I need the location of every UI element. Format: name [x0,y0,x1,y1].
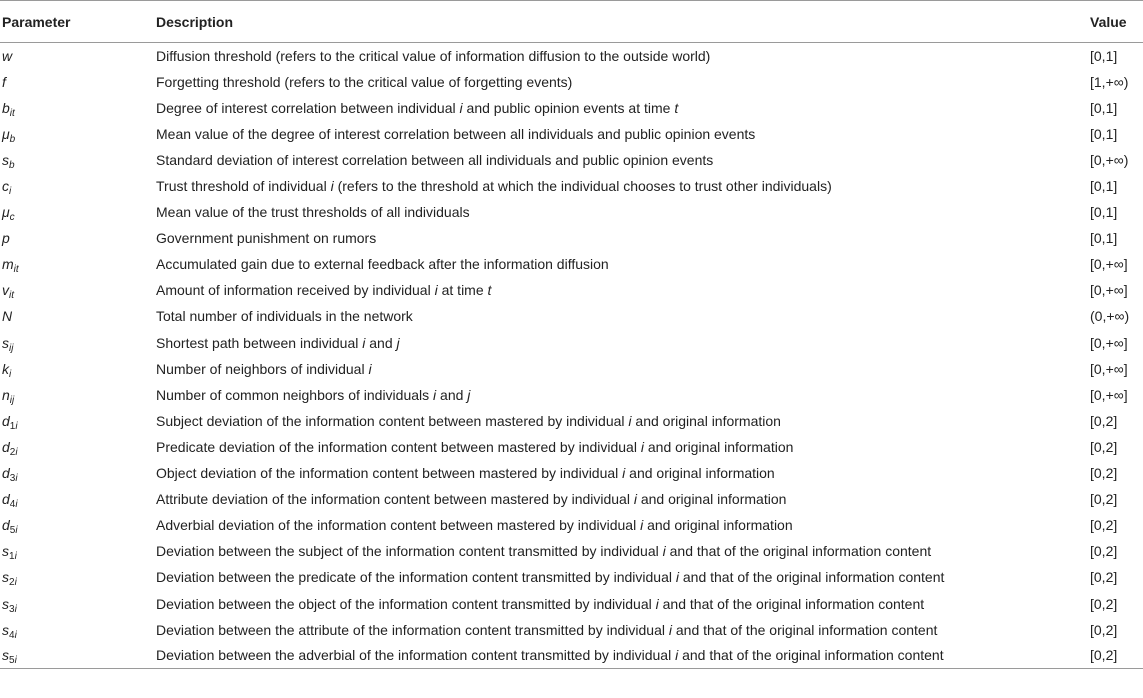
table-row [0,617,1143,643]
value-cell: [0,2] [1090,569,1118,586]
parameter-symbol-subscript [9,630,17,641]
parameter-symbol-subscript [10,447,18,458]
description-variable: i [633,491,637,508]
value-cell: [0,+∞] [1090,282,1128,299]
description-variable: i [662,543,666,560]
description-text: Number of common neighbors of individuals [156,386,434,403]
parameter-symbol [2,125,16,145]
description-text: and that of the original information content [678,647,944,664]
table-row [0,303,1143,329]
parameter-symbol-base: s [2,569,9,586]
parameter-cell [0,460,155,486]
parameter-symbol [2,282,14,302]
description-variable: i [434,282,438,299]
description-cell [155,95,1089,121]
description-cell [155,43,1089,69]
description-text: Accumulated gain due to external feedback after the information diffusion [156,256,609,273]
parameter-cell [0,330,155,356]
subscript-number: 3 [9,473,16,485]
parameter-symbol-base: d [2,491,10,508]
description-cell [155,225,1089,251]
description-cell [155,643,1089,669]
parameter-symbol [2,569,17,589]
parameter-symbol [2,412,18,432]
description-text: Number of neighbors of individual [156,360,369,377]
parameter-symbol [2,360,12,380]
description-text: and public opinion events at time [462,99,675,116]
description-text: Amount of information received by individual [156,282,435,299]
subscript-letters: i [14,603,17,615]
subscript-letters: i [14,629,17,641]
parameter-cell [0,590,155,616]
description-text: and original information [625,465,775,482]
parameter-symbol-base: d [2,412,10,429]
description-cell [155,486,1089,512]
subscript-letters: b [9,133,16,145]
parameter-symbol-base: d [2,438,10,455]
description-text: Deviation between the object of the information content transmitted by individual [156,595,656,612]
description-text: and that of the original information content [671,621,938,638]
subscript-letters: it [13,264,19,276]
description-variable: i [655,595,659,612]
parameter-symbol-subscript [14,264,19,275]
description-text: and original information [631,412,781,429]
description-text: Forgetting threshold (refers to the critical value of forgetting events) [156,73,573,90]
parameter-cell [0,486,155,512]
description-text: Adverbial deviation of the information content between mastered by individual [156,517,641,534]
parameter-symbol-subscript [9,160,15,171]
parameter-symbol-subscript [9,290,14,301]
value-cell: [0,2] [1090,438,1118,455]
parameter-symbol-base: μ [2,204,10,221]
description-text: Attribute deviation of the information content between mastered by individual [156,491,634,508]
value-cell: [0,+∞] [1090,256,1128,273]
subscript-letters: i [14,551,17,563]
table-row [0,382,1143,408]
subscript-letters: i [15,525,18,537]
description-text: and that of the original information content [658,595,925,612]
table-row [0,590,1143,616]
description-variable: i [433,386,437,403]
subscript-letters: it [9,290,14,302]
description-variable: i [622,465,626,482]
header-row [0,1,1143,43]
description-variable: i [368,360,372,377]
parameter-symbol-subscript [9,577,17,588]
description-cell [155,408,1089,434]
parameter-cell [0,173,155,199]
parameter-cell [0,643,155,669]
parameter-symbol [2,386,15,406]
parameter-symbol [2,334,14,354]
description-text: Shortest path between individual [156,334,363,351]
parameter-cell [0,408,155,434]
value-cell: [0,+∞] [1090,386,1128,403]
description-text: (refers to the threshold at which the individual chooses to trust other individuals) [333,178,832,195]
description-text: Diffusion threshold (refers to the critical value of information diffusion to the outside world) [156,47,711,64]
value-cell: [0,2] [1090,621,1118,638]
value-cell: [0,1] [1090,47,1118,64]
parameter-symbol-base: s [2,595,9,612]
parameter-cell [0,512,155,538]
parameter-cell [0,356,155,382]
description-cell [155,330,1089,356]
parameter-symbol-subscript [10,421,18,432]
value-cell: [0,2] [1090,595,1118,612]
parameter-symbol-base: b [2,99,10,116]
parameter-symbol-base: f [2,73,6,90]
value-cell: [0,+∞) [1090,151,1129,168]
description-text: Government punishment on rumors [156,230,377,247]
parameter-symbol-subscript [9,343,13,354]
description-text: Deviation between the predicate of the information content transmitted by individual [156,569,676,586]
parameter-symbol-base: k [2,360,9,377]
subscript-number: 4 [9,629,15,641]
description-text: and that of the original information content [678,569,945,586]
description-cell [155,460,1089,486]
parameter-symbol-subscript [10,134,16,145]
description-variable: i [330,178,334,195]
parameter-symbol-subscript [10,525,18,536]
description-variable: t [674,99,679,116]
parameter-symbol [2,621,17,641]
table-row [0,277,1143,303]
subscript-letters: ij [9,394,15,406]
subscript-letters: b [9,159,15,171]
description-text: Predicate deviation of the information content between mastered by individual [156,438,641,455]
description-cell [155,356,1089,382]
description-text: Trust threshold of individual [156,178,331,195]
value-cell: [0,2] [1090,543,1118,560]
parameter-cell [0,43,155,69]
parameter-cell [0,538,155,564]
value-cell: [0,2] [1090,491,1118,508]
description-text: Total number of individuals in the network [156,308,413,325]
parameter-symbol [2,204,15,224]
parameter-symbol-base: N [2,308,13,325]
table-row [0,538,1143,564]
value-cell: (0,+∞) [1090,308,1130,325]
description-cell [155,251,1089,277]
parameter-symbol-base: s [2,151,9,168]
subscript-number: 1 [9,551,15,563]
description-cell [155,147,1089,173]
description-variable: i [640,438,644,455]
parameter-symbol-base: c [2,178,9,195]
subscript-number: 3 [9,603,15,615]
table-row [0,460,1143,486]
parameter-symbol-subscript [10,395,14,406]
parameter-symbol-subscript [10,499,18,510]
parameter-symbol [2,465,18,485]
subscript-letters: i [14,655,17,667]
subscript-letters: i [14,577,17,589]
value-cell: [0,2] [1090,465,1118,482]
subscript-number: 2 [9,446,16,458]
value-cell: [0,2] [1090,517,1118,534]
parameter-symbol-base: s [2,334,9,351]
header-description: Description [155,1,1089,43]
table-row [0,121,1143,147]
table-row [0,199,1143,225]
parameter-symbol-subscript [10,473,18,484]
table-row [0,434,1143,460]
description-cell [155,434,1089,460]
parameter-symbol-base: n [2,386,10,403]
parameter-cell [0,277,155,303]
description-text: Standard deviation of interest correlation between all individuals and public opinion events [156,151,714,168]
subscript-letters: i [9,186,12,198]
parameter-symbol [2,256,19,276]
description-text: Deviation between the adverbial of the information content transmitted by individual [156,647,676,664]
parameter-cell [0,382,155,408]
description-text: and original information [636,491,787,508]
description-cell [155,382,1089,408]
subscript-number: 4 [9,499,16,511]
description-text: Mean value of the trust thresholds of all individuals [156,204,470,221]
description-cell [155,199,1089,225]
value-cell: [0,1] [1090,178,1118,195]
value-cell: [0,2] [1090,412,1118,429]
subscript-letters: i [15,446,18,458]
description-cell [155,303,1089,329]
parameter-symbol-base: s [2,621,9,638]
parameter-cell [0,225,155,251]
parameter-symbol-subscript [9,655,17,666]
parameter-symbol [2,99,15,119]
subscript-number: 1 [9,420,16,432]
parameter-symbol-base: μ [2,125,10,142]
parameter-symbol-base: w [2,47,13,64]
description-text: Object deviation of the information content between mastered by individual [156,465,623,482]
parameter-cell [0,303,155,329]
subscript-letters: i [9,368,12,380]
description-variable: i [668,621,672,638]
header-parameter: Parameter [0,1,155,43]
description-text: Degree of interest correlation between individual [156,99,460,116]
description-cell [155,564,1089,590]
description-cell [155,512,1089,538]
value-cell: [0,1] [1090,125,1118,142]
table-row [0,147,1143,173]
parameter-symbol [2,151,15,171]
parameter-cell [0,564,155,590]
description-variable: t [487,282,492,299]
value-cell: [1,+∞) [1090,73,1129,90]
value-cell: [0,1] [1090,204,1118,221]
table-row [0,225,1143,251]
description-cell [155,617,1089,643]
description-text: Deviation between the subject of the information content transmitted by individual [156,543,663,560]
parameter-cell [0,434,155,460]
parameter-symbol-base: s [2,543,9,560]
parameter-cell [0,121,155,147]
subscript-letters: i [15,473,18,485]
description-cell [155,277,1089,303]
parameter-symbol-subscript [10,212,15,223]
description-variable: j [467,386,471,403]
value-cell: [0,2] [1089,643,1143,669]
parameter-symbol [2,595,17,615]
parameter-symbol-subscript [9,604,17,615]
description-variable: i [675,569,679,586]
parameter-symbol-base: p [2,230,10,247]
table-row [0,356,1143,382]
description-text: and [365,334,397,351]
description-text: Mean value of the degree of interest correlation between all individuals and public opinion events [156,125,756,142]
description-text: Subject deviation of the information content between mastered by individual [156,412,629,429]
description-variable: i [675,647,679,664]
parameter-cell [0,199,155,225]
parameter-symbol [2,230,10,246]
parameter-symbol-base: v [2,282,9,299]
parameter-cell [0,69,155,95]
value-cell: [0,+∞] [1090,334,1128,351]
table-row [0,564,1143,590]
table-row [0,486,1143,512]
parameter-symbol [2,517,18,537]
value-cell: [0,1] [1090,230,1118,247]
parameter-symbol [2,178,12,198]
parameter-symbol-subscript [9,551,17,562]
parameter-symbol [2,308,12,324]
parameter-symbol-base: d [2,517,10,534]
parameter-symbol-subscript [10,108,15,119]
description-variable: i [362,334,366,351]
parameter-symbol [2,647,17,667]
parameter-symbol-base: m [2,256,14,273]
description-text: and original information [643,517,793,534]
subscript-number: 5 [9,525,16,537]
description-text: and that of the original information content [665,543,932,560]
parameter-cell [0,95,155,121]
description-text: Deviation between the attribute of the information content transmitted by individual [156,621,669,638]
subscript-letters: ij [9,342,14,354]
value-cell: [0,1] [1090,99,1118,116]
table-row [0,173,1143,199]
table-row [0,95,1143,121]
description-variable: j [396,334,400,351]
subscript-letters: c [9,212,15,224]
table-header [0,1,1143,43]
description-cell [155,69,1089,95]
parameter-symbol [2,438,18,458]
table-row [0,43,1143,69]
table-body [0,43,1143,669]
description-variable: i [459,99,463,116]
parameter-cell [0,251,155,277]
parameter-symbol [2,48,12,64]
description-text: and original information [643,438,794,455]
description-text: and [436,386,468,403]
description-variable: i [640,517,644,534]
parameter-symbol-base: s [2,647,9,664]
subscript-number: 2 [9,577,15,589]
description-cell [155,173,1089,199]
parameter-symbol-subscript [9,186,11,197]
parameter-symbol-subscript [9,369,11,380]
parameter-symbol [2,491,18,511]
subscript-number: 5 [9,655,15,667]
subscript-letters: i [15,499,18,511]
table-row [0,643,1143,669]
table-row [0,251,1143,277]
parameter-cell [0,147,155,173]
parameter-symbol [2,74,6,90]
parameter-symbol-base: d [2,465,10,482]
description-cell [155,121,1089,147]
description-cell [155,538,1089,564]
description-cell [155,590,1089,616]
value-cell: [0,+∞] [1090,360,1128,377]
table-row [0,512,1143,538]
table-row [0,408,1143,434]
table-row [0,69,1143,95]
description-text: at time [437,282,488,299]
subscript-letters: it [9,107,15,119]
parameter-cell [0,617,155,643]
description-variable: i [628,412,632,429]
subscript-letters: i [15,420,18,432]
table-row [0,330,1143,356]
parameter-symbol [2,543,17,563]
header-value: Value [1089,1,1143,43]
